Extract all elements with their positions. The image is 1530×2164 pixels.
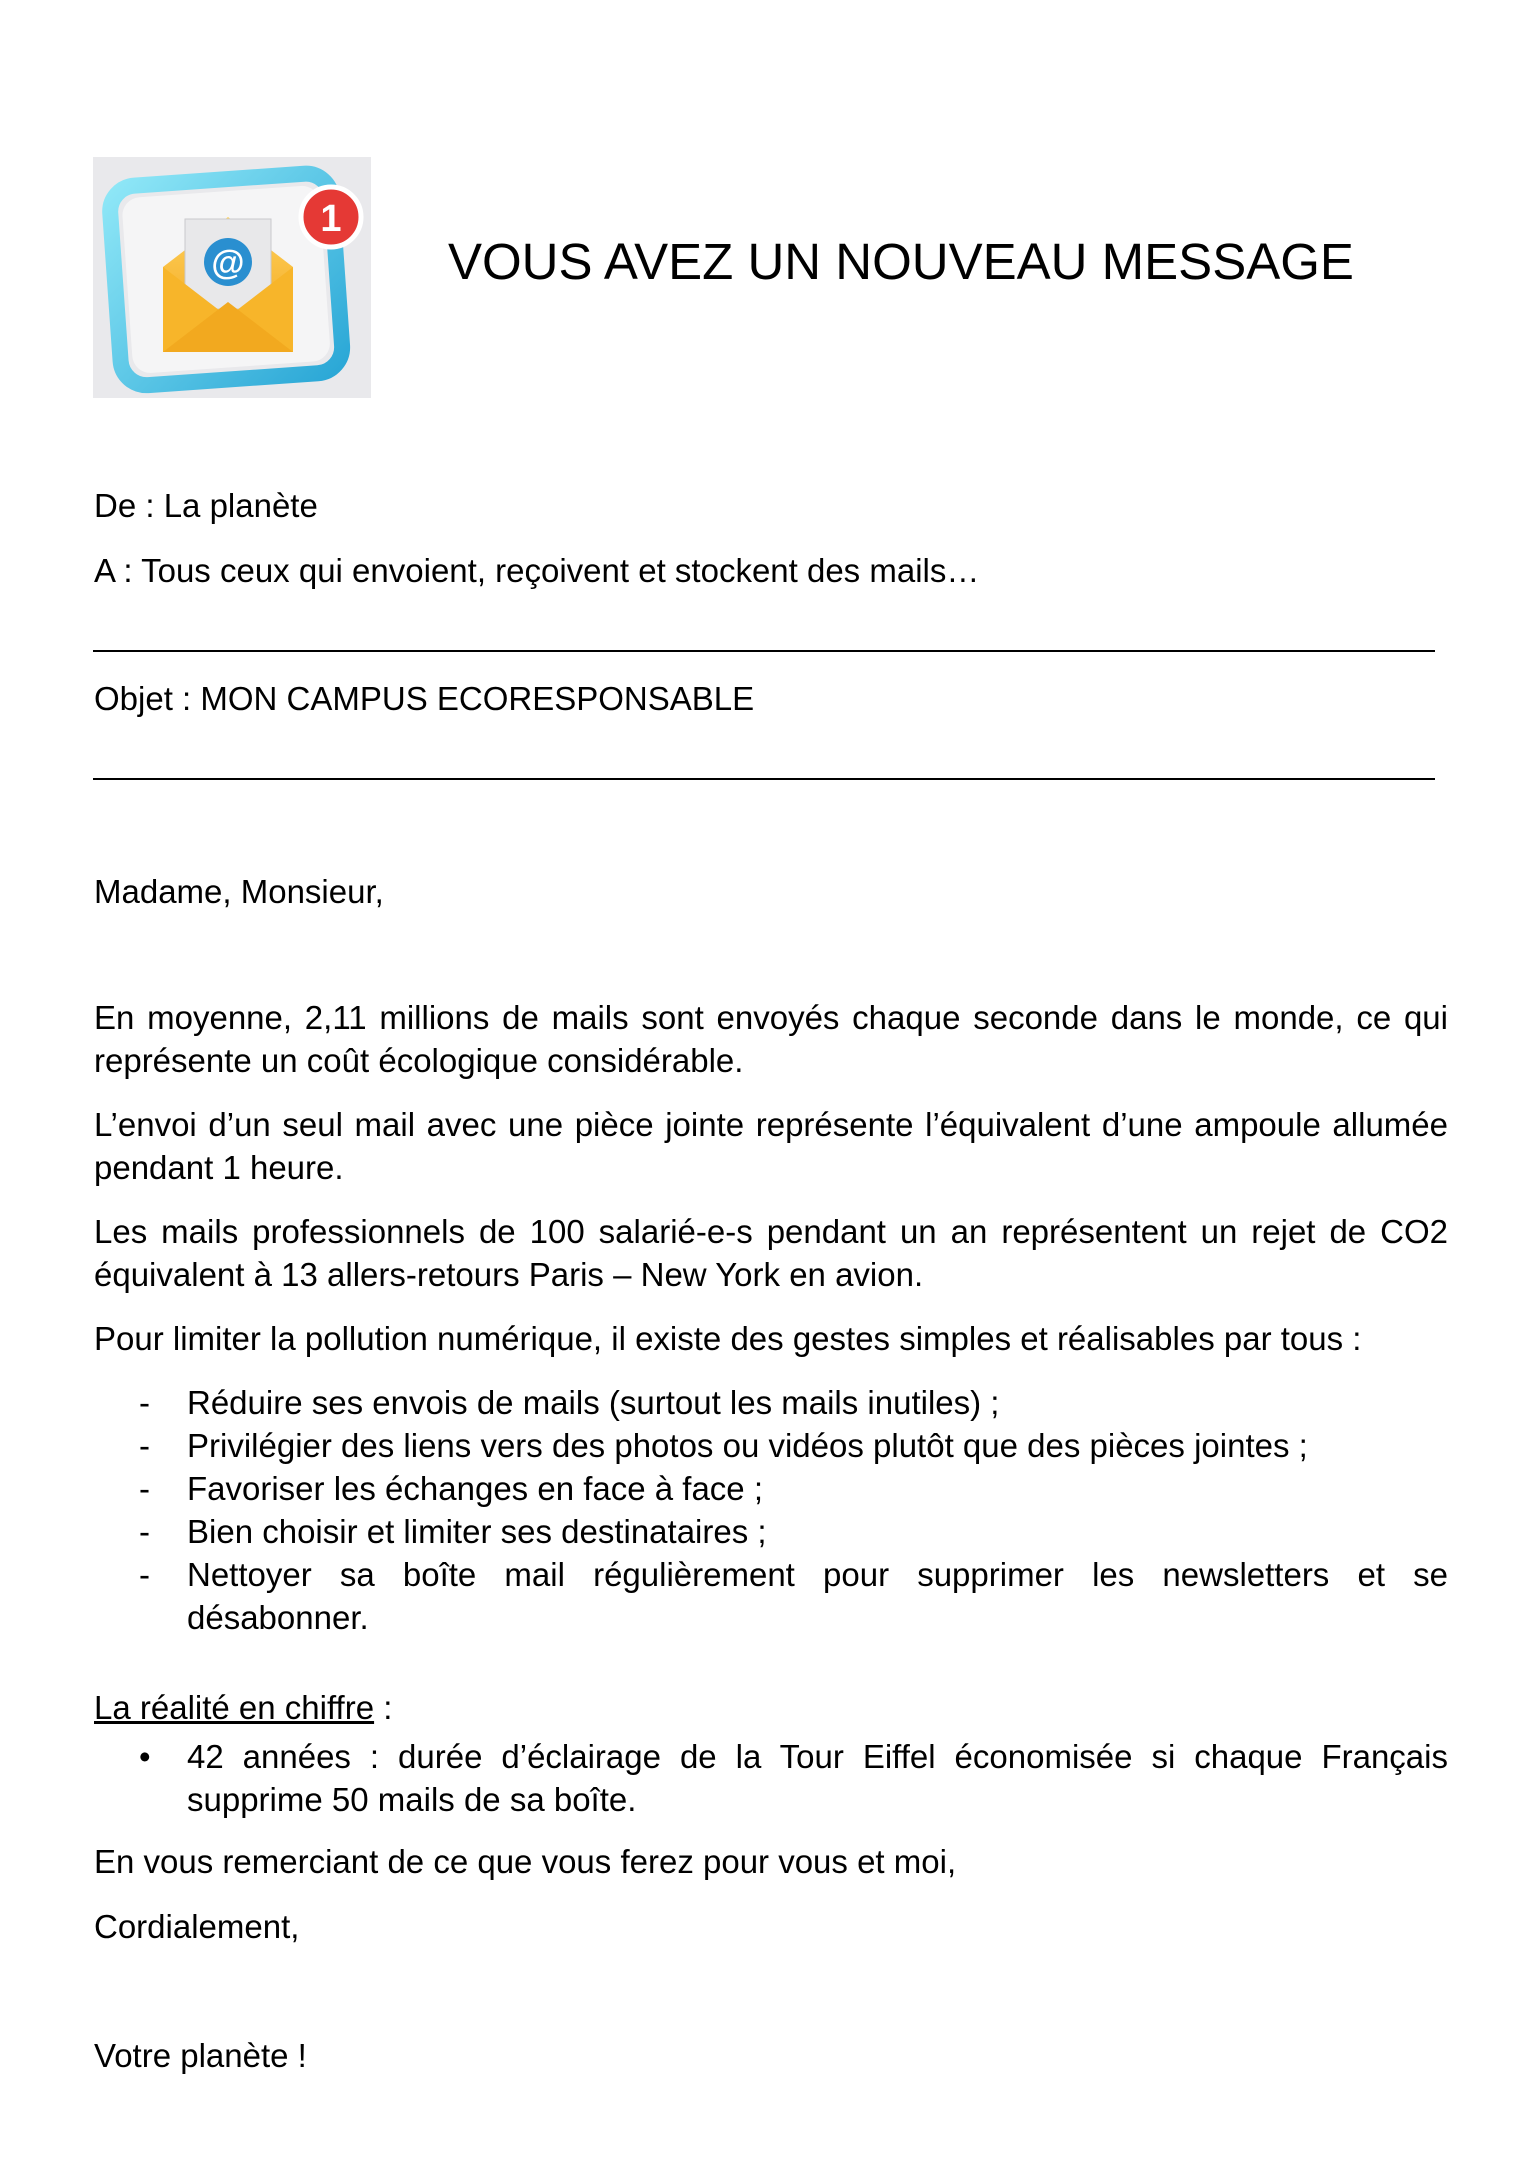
facts-heading-text: La réalité en chiffre	[94, 1689, 375, 1726]
paragraph: En moyenne, 2,11 millions de mails sont envoyés chaque seconde dans le monde, ce qui représente un coût écologique considérable.	[94, 999, 1448, 1079]
separator-line	[93, 650, 1435, 652]
notification-badge-count: 1	[320, 198, 342, 240]
list-item	[94, 1510, 1448, 1553]
subject-line: Objet : MON CAMPUS ECORESPONSABLE	[94, 680, 755, 717]
at-sign-glyph: @	[211, 244, 245, 282]
list-item	[94, 1467, 1448, 1510]
facts-heading-suffix: :	[374, 1689, 393, 1726]
mail-logo-graphic	[93, 157, 371, 398]
list-item-text: Privilégier des liens vers des photos ou vidéos plutôt que des pièces jointes ;	[187, 1427, 1308, 1464]
new-mail-notification-icon	[93, 157, 371, 398]
list-item-text: 42 années : durée d’éclairage de la Tour Eiffel économisée si chaque Français supprime 50 mails de sa boîte.	[187, 1738, 1448, 1818]
dash-marker: -	[139, 1470, 150, 1507]
dash-marker: -	[139, 1384, 150, 1421]
tips-list	[94, 1381, 1448, 1639]
signature: Votre planète !	[94, 2037, 307, 2074]
paragraph: L’envoi d’un seul mail avec une pièce jointe représente l’équivalent d’une ampoule allumée pendant 1 heure.	[94, 1106, 1448, 1186]
list-item-text: Favoriser les échanges en face à face ;	[187, 1470, 763, 1507]
dash-marker: -	[139, 1427, 150, 1464]
list-item-text: Réduire ses envois de mails (surtout les mails inutiles) ;	[187, 1384, 1000, 1421]
to-line: A : Tous ceux qui envoient, reçoivent et stockent des mails…	[94, 552, 980, 589]
closing: En vous remerciant de ce que vous ferez pour vous et moi,	[94, 1843, 957, 1880]
page-title: VOUS AVEZ UN NOUVEAU MESSAGE	[448, 233, 1354, 290]
separator-line	[93, 778, 1435, 780]
list-item	[94, 1735, 1448, 1821]
signoff: Cordialement,	[94, 1908, 300, 1945]
facts-heading	[94, 1689, 392, 1727]
bullet-marker: •	[139, 1738, 151, 1775]
facts-list	[94, 1735, 1448, 1821]
dash-marker: -	[139, 1513, 150, 1550]
list-item-text: Bien choisir et limiter ses destinataires ;	[187, 1513, 767, 1550]
from-line: De : La planète	[94, 487, 318, 524]
paragraph: Pour limiter la pollution numérique, il existe des gestes simples et réalisables par tous :	[94, 1320, 1362, 1357]
greeting: Madame, Monsieur,	[94, 873, 384, 910]
list-item	[94, 1424, 1448, 1467]
paragraph: Les mails professionnels de 100 salarié-e-s pendant un an représentent un rejet de CO2 équivalent à 13 allers-retours Paris – New York en avion.	[94, 1213, 1448, 1293]
list-item	[94, 1553, 1448, 1639]
dash-marker: -	[139, 1556, 150, 1593]
list-item	[94, 1381, 1448, 1424]
list-item-text: Nettoyer sa boîte mail régulièrement pour supprimer les newsletters et se désabonner.	[187, 1556, 1448, 1636]
